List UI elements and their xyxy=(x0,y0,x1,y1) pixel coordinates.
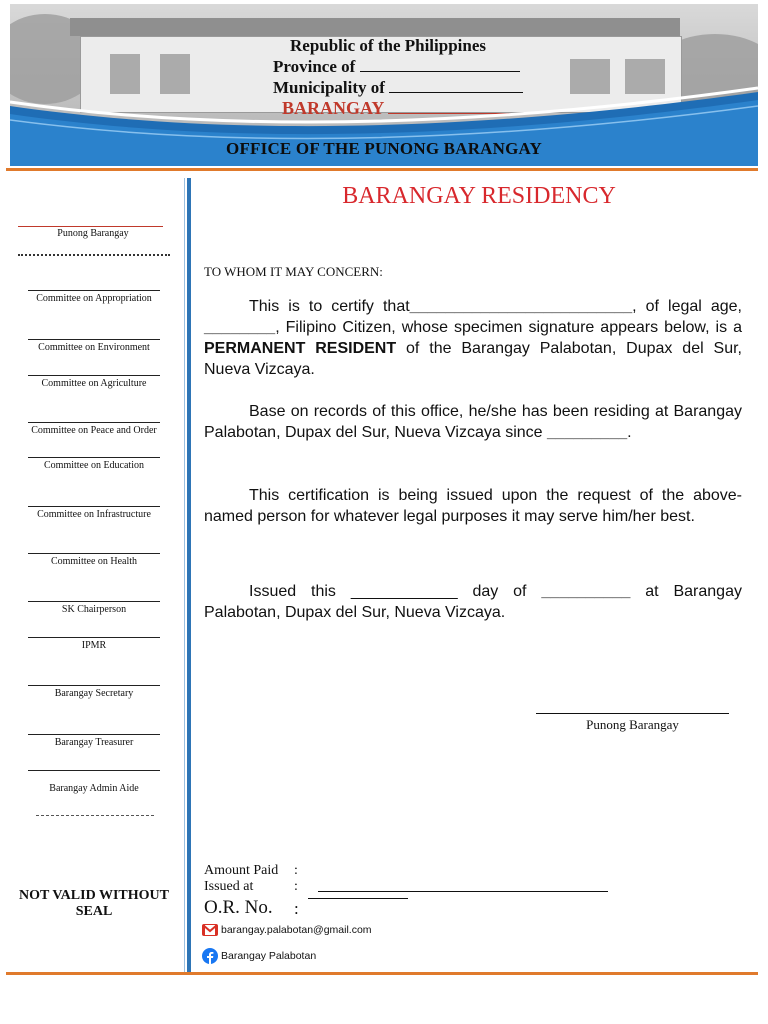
p3-text: This certification is being issued upon the request of the above-named person for whatever legal purposes it may serve him/her best. xyxy=(204,487,742,525)
salutation: TO WHOM IT MAY CONCERN: xyxy=(204,264,383,279)
or-number-blank xyxy=(308,898,408,899)
email-contact xyxy=(202,924,372,936)
signatory-label: Punong Barangay xyxy=(586,717,679,732)
sidebar-signature-line xyxy=(28,553,160,554)
paragraph-request xyxy=(204,485,742,527)
sidebar-signature-line xyxy=(28,422,160,423)
permanent-resident-text: PERMANENT RESIDENT xyxy=(204,340,397,357)
sidebar-item xyxy=(20,770,168,794)
province-blank xyxy=(360,57,520,72)
sidebar-signature-line xyxy=(28,290,160,291)
paragraph-certify xyxy=(204,296,742,380)
sidebar-item-label: Committee on Agriculture xyxy=(41,378,147,389)
sidebar-signature-line xyxy=(28,339,160,340)
sidebar-item-label: Committee on Education xyxy=(44,460,144,471)
amount-paid-colon: : xyxy=(294,863,298,878)
amount-paid-label: Amount Paid xyxy=(204,863,279,878)
p4-text-a: Issued this xyxy=(249,583,351,600)
province-line xyxy=(273,57,520,77)
facebook-text: Barangay Palabotan xyxy=(221,949,317,962)
header-divider xyxy=(6,168,758,171)
province-label: Province of xyxy=(273,57,356,76)
p1-text-c: , Filipino Citizen, whose specimen signature appears below, is a xyxy=(275,319,742,336)
or-number-label: O.R. No. xyxy=(204,897,273,918)
sidebar-item-label: Committee on Peace and Order xyxy=(31,425,157,436)
gmail-icon xyxy=(202,924,218,936)
issued-at-blank xyxy=(318,891,608,892)
sidebar-item-label: SK Chairperson xyxy=(61,604,127,615)
paragraph-records xyxy=(204,401,742,443)
sidebar-signature-line xyxy=(28,601,160,602)
sidebar-item xyxy=(20,601,168,615)
age-blank: ________ xyxy=(204,319,276,336)
sidebar-signature-line xyxy=(28,506,160,507)
signature-line xyxy=(536,713,729,714)
not-valid-notice: NOT VALID WITHOUT SEAL xyxy=(19,888,169,919)
office-title: OFFICE OF THE PUNONG BARANGAY xyxy=(226,139,542,158)
sidebar-item-label: Barangay Secretary xyxy=(54,688,134,699)
p2-text-b: . xyxy=(627,424,632,441)
sidebar-item-label: IPMR xyxy=(81,640,107,651)
sidebar-signature-line xyxy=(28,734,160,735)
sidebar-item xyxy=(20,637,168,651)
paragraph-issued xyxy=(204,581,742,623)
footer-divider xyxy=(6,972,758,975)
document-title: BARANGAY RESIDENCY xyxy=(342,183,616,209)
sidebar-divider xyxy=(187,178,191,973)
letterhead-banner xyxy=(10,4,758,166)
sidebar-item-label: Committee on Infrastructure xyxy=(37,509,151,520)
p1-text-a: This is to certify that xyxy=(249,298,410,315)
sidebar-item-label: Committee on Health xyxy=(50,556,138,567)
punong-signature-line xyxy=(18,226,163,227)
sidebar-item xyxy=(20,506,168,520)
month-blank: __________ xyxy=(541,583,631,600)
p1-text-b: , of legal age, xyxy=(632,298,743,315)
sidebar-punong-label: Punong Barangay xyxy=(57,228,129,239)
barangay-label: BARANGAY xyxy=(282,98,384,118)
or-number-colon: : xyxy=(294,899,299,918)
sidebar-item-label: Committee on Appropriation xyxy=(36,293,152,304)
sidebar-item xyxy=(20,339,168,353)
facebook-icon xyxy=(202,948,218,964)
day-blank: ____________ xyxy=(350,583,458,600)
email-text: barangay.palabotan@gmail.com xyxy=(221,924,372,936)
sidebar-item xyxy=(20,290,168,304)
sidebar-item-label: Barangay Admin Aide xyxy=(49,783,139,794)
name-blank: _________________________ xyxy=(409,298,633,315)
sidebar-signature-line xyxy=(28,685,160,686)
sidebar-signature-line xyxy=(28,770,160,771)
sidebar-item-label: Barangay Treasurer xyxy=(54,737,134,748)
p4-text-c: at Barangay Palabotan, Dupax del Sur, Nueva Vizcaya. xyxy=(204,583,742,621)
municipality-label: Municipality of xyxy=(273,78,385,97)
sidebar-divider-light xyxy=(184,178,185,973)
since-blank: _________ xyxy=(547,424,628,441)
issued-at-label: Issued at xyxy=(204,879,254,894)
p1-text-d: of the Barangay Palabotan, Dupax del Sur, Nueva Vizcaya. xyxy=(204,340,742,378)
sidebar-item-label: Committee on Environment xyxy=(38,342,150,353)
sidebar-item xyxy=(20,457,168,471)
sidebar-item xyxy=(20,685,168,699)
republic-line: Republic of the Philippines xyxy=(290,36,487,55)
sidebar-item xyxy=(20,375,168,389)
sidebar-item xyxy=(20,422,168,436)
facebook-contact xyxy=(202,948,316,964)
p2-text-a: Base on records of this office, he/she has been residing at Barangay Palabotan, Dupax del Sur, Nueva Vizcaya since xyxy=(204,403,742,441)
sidebar-separator xyxy=(36,815,154,816)
sidebar-item xyxy=(20,734,168,748)
issued-at-colon: : xyxy=(294,879,298,894)
sidebar-separator xyxy=(18,254,170,256)
sidebar-item xyxy=(20,553,168,567)
p4-text-b: day of xyxy=(457,583,542,600)
building-roof xyxy=(70,18,680,36)
sidebar-signature-line xyxy=(28,637,160,638)
sidebar-signature-line xyxy=(28,375,160,376)
sidebar-signature-line xyxy=(28,457,160,458)
